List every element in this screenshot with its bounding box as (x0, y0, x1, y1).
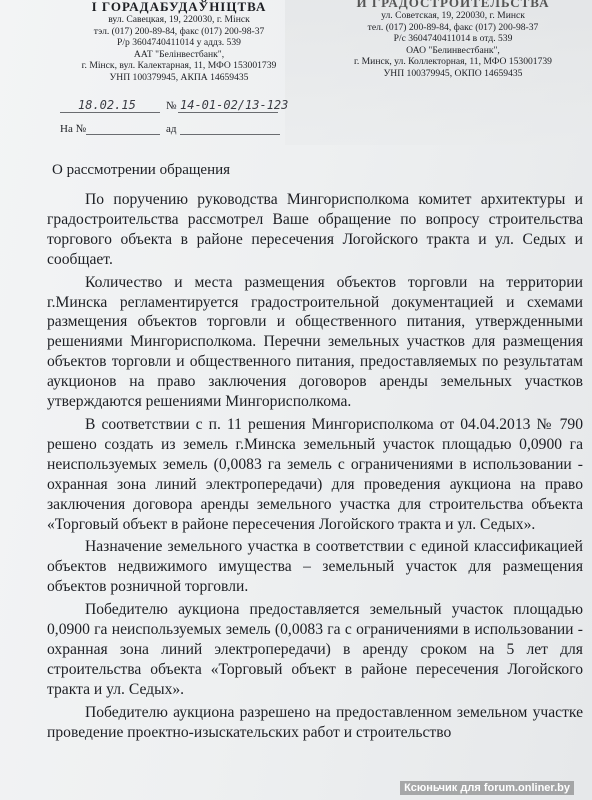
letterhead-line: ул. Советская, 19, 220030, г. Минск (381, 10, 525, 21)
letterhead-belarusian (48, 0, 310, 84)
letterhead-line: УНП 100379945, ОКПО 14659435 (383, 67, 523, 79)
handwritten-reference-number: 14-01-02/13-123 (180, 98, 289, 112)
handwritten-date: 18.02.15 (78, 98, 136, 112)
letterhead-line: г. Мінск, вул. Калектарная, 11, МФО 153001739 (81, 60, 277, 72)
letter-body (47, 190, 583, 745)
reply-to-prefix: На № (60, 123, 87, 135)
letterhead-line: г. Минск, ул. Коллекторная, 11, МФО 153001739 (354, 56, 552, 68)
forum-watermark: Ксюньчик для forum.onliner.by (400, 781, 574, 795)
number-symbol: № (166, 100, 177, 112)
letterhead-line: тел. (017) 200-89-84, факс (017) 200-98-37 (367, 21, 539, 33)
reply-date-prefix: ад (166, 123, 177, 135)
letterhead-line: вул. Савецкая, 19, 220030, г. Мінск (108, 14, 250, 25)
letterhead-line: ААТ "Белінвестбанк", (133, 48, 225, 60)
letterhead-line: ОАО "Белинвестбанк", (406, 44, 500, 56)
date-underline (60, 112, 160, 113)
paragraph: В соответствии с п. 11 решения Мингорисполкома от 04.04.2013 № 790 решено создать из земель г.Минска земельный участок площадью 0,0900 га неиспользуемых земель (0,0083 га земель с ограничениями в использовании - охранная зона линий электропередачи) для проведения аукциона на право заключения договора аренды земельного участка для строительства объекта «Торговый объект в районе пересечения Логойского тракта и ул. Седых». (47, 415, 583, 533)
paragraph: Назначение земельного участка в соответствии с единой классификацией объектов недвижимого имущества – земельный участок для размещения объектов розничной торговли. (47, 538, 583, 596)
letterhead-line: УНП 100379945, АКПА 14659435 (109, 71, 249, 83)
letterhead-line: Р/р 3604740411014 у аддз. 539 (117, 37, 241, 49)
letter-subject: О рассмотрении обращения (52, 162, 231, 178)
letterhead-org-name-be: І ГОРАДАБУДАЎНІЦТВА (91, 0, 267, 14)
paragraph: По поручению руководства Мингорисполкома комитет архитектуры и градостроительства рассмотрел Ваше обращение по вопросу строительства торгового объекта в районе пересечения Логойского тракта и ул. Седых и сообщает. (47, 191, 583, 268)
number-underline (178, 112, 278, 113)
paragraph: Победителю аукциона разрешено на предоставленном земельном участке проведение проектно-изыскательских работ и строительство (47, 703, 583, 741)
paragraph: Количество и места размещения объектов торговли на территории г.Минска регламентируется градостроительной документацией и схемами размещения объектов торговли и общественного питания, утвержденными решениями Мингорисполкома. Перечни земельных участков для размещения объектов торговли и общественного питания, предоставляемых по результатам аукционов на право заключения договоров аренды земельных участков утверждаются решениями Мингорисполкома. (47, 273, 583, 411)
letterhead-org-name-ru: И ГРАДОСТРОИТЕЛЬСТВА (356, 0, 550, 10)
reply-number-underline (86, 134, 160, 135)
reply-date-underline (180, 134, 280, 135)
paragraph: Победителю аукциона предоставляется земельный участок площадью 0,0900 га неиспользуемых земель (0,0083 га с ограничениями в использовании - охранная зона линий электропередачи) в аренду сроком на 5 лет для строительства объекта «Торговый объект в районе пересечения Логойского тракта и ул. Седых». (47, 601, 583, 698)
letterhead-russian (322, 0, 584, 80)
letterhead-line: тэл. (017) 200-89-84, факс (017) 200-98-37 (93, 25, 265, 37)
letterhead-line: Р/с 3604740411014 в отд. 539 (393, 33, 513, 45)
